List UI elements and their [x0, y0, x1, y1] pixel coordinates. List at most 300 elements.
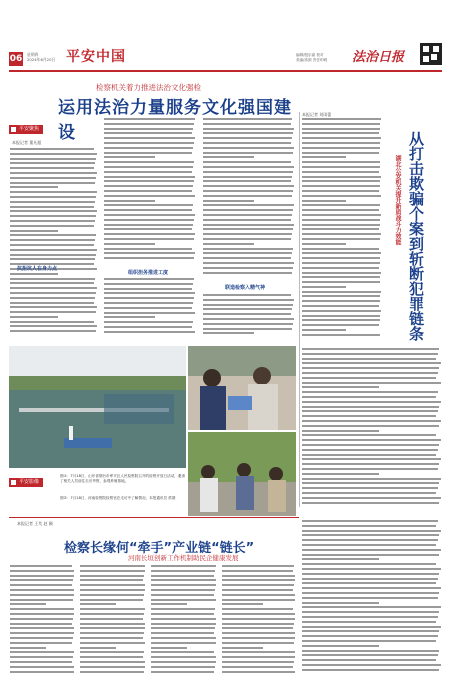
- text-line: [302, 502, 439, 504]
- text-line: [80, 651, 144, 653]
- text-line: [302, 180, 380, 182]
- text-line: [80, 608, 145, 610]
- text-line: [151, 579, 216, 581]
- text-line: [203, 180, 291, 182]
- text-line: [302, 358, 436, 360]
- text-line: [151, 666, 215, 668]
- text-line: [80, 565, 145, 567]
- text-line: [222, 565, 294, 567]
- text-line: [302, 549, 441, 551]
- text-line: [203, 248, 293, 250]
- text-line: [10, 225, 94, 227]
- text-line: [222, 594, 295, 596]
- text-line: [104, 243, 155, 245]
- text-line: [104, 233, 195, 235]
- text-line: [302, 650, 439, 652]
- text-line: [302, 640, 436, 642]
- text-line: [302, 329, 346, 331]
- text-line: [302, 147, 380, 149]
- text-line: [80, 666, 145, 668]
- text-line: [10, 167, 94, 169]
- editor-credits: 编辑/殷乐嘉 校对 美编/高源 责任印刷: [296, 53, 328, 62]
- text-line: [302, 228, 379, 230]
- text-line: [151, 584, 216, 586]
- text-line: [302, 310, 381, 312]
- text-line: [80, 642, 145, 644]
- side-subheadline: 湖北公安机关提升新质战斗力效能: [394, 155, 401, 245]
- subhead-2: 组织担务推进工度: [128, 270, 169, 276]
- text-line: [151, 613, 214, 615]
- text-line: [10, 666, 74, 668]
- text-line: [302, 621, 436, 623]
- text-line: [302, 444, 439, 446]
- text-line: [302, 252, 381, 254]
- text-line: [10, 230, 58, 232]
- side-headline: 从打击欺骗个案到斩断犯罪链条: [407, 131, 425, 341]
- text-line: [302, 478, 441, 480]
- text-line: [302, 582, 436, 584]
- text-line: [222, 632, 295, 634]
- text-line: [104, 166, 193, 168]
- text-line: [302, 659, 436, 661]
- text-line: [302, 132, 379, 134]
- masthead-logo: 法治日报: [352, 50, 405, 65]
- second-byline: 本报记者 王芃 赵 颖: [17, 521, 53, 526]
- text-line: [302, 664, 441, 666]
- side-body: [302, 348, 442, 508]
- text-line: [80, 647, 116, 649]
- text-line: [10, 244, 94, 246]
- text-line: [203, 304, 293, 306]
- text-line: [151, 589, 215, 591]
- text-line: [10, 196, 96, 198]
- text-line: [104, 219, 194, 221]
- text-line: [203, 214, 292, 216]
- text-line: [104, 283, 193, 285]
- text-line: [10, 565, 72, 567]
- text-line: [80, 570, 145, 572]
- text-line: [10, 297, 95, 299]
- text-line: [104, 278, 194, 280]
- text-line: [302, 128, 380, 130]
- text-line: [104, 142, 194, 144]
- text-line: [203, 272, 292, 274]
- text-line: [222, 637, 295, 639]
- text-line: [302, 645, 379, 647]
- text-line: [302, 497, 441, 499]
- text-line: [302, 430, 379, 432]
- text-line: [302, 669, 439, 671]
- text-line: [302, 563, 436, 565]
- text-line: [203, 238, 291, 240]
- text-line: [302, 554, 439, 556]
- text-line: [80, 637, 143, 639]
- text-line: [302, 348, 439, 350]
- text-line: [104, 326, 192, 328]
- text-line: [302, 434, 436, 436]
- text-line: [104, 292, 195, 294]
- text-line: [104, 180, 194, 182]
- text-line: [10, 287, 97, 289]
- text-line: [302, 185, 380, 187]
- lead-headline: 运用法治力量服务文化强国建设: [58, 98, 292, 143]
- text-line: [302, 425, 439, 427]
- text-line: [222, 661, 294, 663]
- text-line: [302, 382, 441, 384]
- photo-fish-farm: [9, 346, 186, 468]
- text-line: [10, 258, 95, 260]
- text-line: [10, 656, 73, 658]
- lead-body-col-3b: [203, 294, 295, 339]
- text-line: [203, 200, 254, 202]
- text-line: [151, 656, 216, 658]
- text-line: [10, 153, 97, 155]
- text-line: [10, 599, 73, 601]
- text-line: [302, 377, 436, 379]
- text-line: [302, 616, 438, 618]
- text-line: [10, 311, 96, 313]
- text-line: [203, 209, 293, 211]
- photo-caption-right: 图②：7月18日，河南检察院检察官在走访中了解情况。本报通讯员 供图: [60, 496, 176, 500]
- text-line: [10, 575, 74, 577]
- text-line: [203, 294, 291, 296]
- text-line: [302, 396, 436, 398]
- text-line: [10, 594, 74, 596]
- text-line: [222, 613, 295, 615]
- lead-body-col-2b: [104, 278, 196, 338]
- section-title: 平安中国: [66, 49, 126, 65]
- text-line: [80, 579, 143, 581]
- text-line: [10, 330, 96, 332]
- text-line: [151, 627, 215, 629]
- text-line: [302, 300, 380, 302]
- page-number: 06: [9, 54, 23, 64]
- text-line: [302, 520, 438, 522]
- text-line: [10, 234, 96, 236]
- text-line: [151, 594, 214, 596]
- text-line: [222, 623, 294, 625]
- text-line: [302, 367, 439, 369]
- text-line: [104, 214, 195, 216]
- page-header: [0, 0, 450, 76]
- second-subheadline: 河南长垣创新工作机制助民企健康发展: [128, 554, 239, 562]
- text-line: [10, 201, 95, 203]
- text-line: [151, 637, 216, 639]
- text-line: [10, 321, 94, 323]
- text-line: [10, 292, 96, 294]
- page-date: [27, 52, 55, 62]
- text-line: [104, 316, 155, 318]
- text-line: [203, 118, 292, 120]
- text-line: [151, 632, 214, 634]
- text-line: [80, 575, 144, 577]
- text-line: [302, 578, 438, 580]
- text-line: [10, 632, 74, 634]
- second-body-col-1: [10, 565, 75, 677]
- text-line: [10, 182, 95, 184]
- text-line: [302, 195, 381, 197]
- second-body-col-4: [222, 565, 296, 677]
- text-line: [302, 243, 346, 245]
- text-line: [80, 594, 144, 596]
- text-line: [10, 627, 74, 629]
- text-line: [104, 224, 193, 226]
- text-line: [302, 534, 439, 536]
- text-line: [104, 204, 193, 206]
- text-line: [222, 656, 295, 658]
- text-line: [104, 248, 192, 250]
- text-line: [80, 584, 145, 586]
- text-line: [302, 530, 441, 532]
- text-line: [104, 152, 192, 154]
- text-line: [10, 158, 96, 160]
- text-line: [302, 295, 380, 297]
- text-line: [151, 603, 187, 605]
- text-line: [302, 630, 439, 632]
- text-line: [10, 316, 58, 318]
- text-line: [203, 233, 292, 235]
- text-line: [302, 142, 380, 144]
- text-line: [104, 238, 194, 240]
- text-line: [203, 142, 291, 144]
- text-line: [104, 156, 155, 158]
- text-line: [10, 206, 94, 208]
- text-line: [151, 570, 215, 572]
- section-tag: 平安聚焦: [9, 125, 43, 134]
- text-line: [80, 613, 144, 615]
- text-line: [222, 603, 263, 605]
- text-line: [10, 220, 95, 222]
- text-line: [302, 200, 346, 202]
- text-line: [151, 575, 214, 577]
- text-line: [302, 654, 438, 656]
- text-line: [302, 156, 346, 158]
- text-line: [222, 666, 293, 668]
- header-rule: [9, 70, 442, 72]
- text-line: [104, 312, 195, 314]
- text-line: [10, 278, 95, 280]
- photo-prosecutors-visit: [188, 346, 296, 430]
- text-line: [10, 249, 97, 251]
- text-line: [10, 215, 96, 217]
- subhead-3: 联造检察入精气神: [225, 285, 266, 291]
- text-line: [10, 162, 95, 164]
- text-line: [302, 276, 380, 278]
- text-line: [80, 661, 145, 663]
- text-line: [104, 147, 193, 149]
- text-line: [302, 224, 380, 226]
- text-line: [10, 651, 74, 653]
- text-line: [302, 291, 381, 293]
- text-line: [302, 587, 441, 589]
- text-line: [151, 565, 216, 567]
- text-line: [302, 415, 436, 417]
- text-line: [302, 286, 346, 288]
- text-line: [302, 372, 438, 374]
- text-line: [10, 186, 58, 188]
- text-line: [203, 176, 292, 178]
- text-line: [302, 334, 380, 336]
- text-line: [222, 589, 293, 591]
- text-line: [10, 239, 95, 241]
- text-line: [104, 252, 195, 254]
- text-line: [104, 176, 195, 178]
- text-line: [302, 262, 380, 264]
- text-line: [203, 123, 291, 125]
- text-line: [302, 492, 436, 494]
- text-line: [302, 635, 438, 637]
- text-line: [203, 332, 254, 334]
- text-line: [203, 128, 294, 130]
- text-line: [302, 597, 438, 599]
- text-line: [302, 219, 380, 221]
- text-line: [203, 267, 293, 269]
- text-line: [302, 204, 380, 206]
- text-line: [104, 190, 192, 192]
- text-line: [302, 573, 439, 575]
- text-line: [203, 323, 293, 325]
- weekday: 星期四: [27, 52, 39, 57]
- lead-body-col-4: [302, 118, 382, 343]
- text-line: [151, 623, 216, 625]
- photo-caption-left: 图①：7月18日，山东省烟台市牟平区人民检察院召开的检察开放日活动，邀请了相关人员前往走访考察，参观养殖基地。: [60, 474, 186, 483]
- text-line: [80, 589, 145, 591]
- text-line: [203, 161, 291, 163]
- text-line: [10, 177, 96, 179]
- text-line: [104, 302, 193, 304]
- text-line: [104, 297, 194, 299]
- text-line: [302, 171, 379, 173]
- text-line: [302, 214, 381, 216]
- text-line: [222, 599, 295, 601]
- text-line: [302, 267, 379, 269]
- second-headline: 检察长缘何“牵手”产业链“链长”: [64, 541, 255, 556]
- text-line: [104, 118, 195, 120]
- text-line: [203, 171, 293, 173]
- text-line: [203, 137, 292, 139]
- text-line: [302, 209, 379, 211]
- qr-code-icon: [420, 43, 442, 65]
- text-line: [10, 613, 74, 615]
- photo-section-tag: 平安影像: [9, 478, 43, 487]
- text-line: [302, 458, 441, 460]
- text-line: [302, 449, 438, 451]
- text-line: [203, 204, 294, 206]
- lead-body-col-3: [203, 118, 295, 278]
- text-line: [10, 254, 96, 256]
- text-line: [302, 305, 379, 307]
- photo-officers-outdoor: [188, 432, 296, 516]
- text-line: [203, 313, 291, 315]
- text-line: [10, 589, 74, 591]
- text-line: [151, 599, 216, 601]
- text-line: [10, 191, 97, 193]
- text-line: [302, 401, 441, 403]
- text-line: [104, 128, 193, 130]
- text-line: [203, 257, 291, 259]
- text-line: [203, 185, 294, 187]
- text-line: [302, 611, 439, 613]
- text-line: [222, 651, 295, 653]
- text-line: [10, 642, 72, 644]
- text-line: [302, 353, 438, 355]
- text-line: [302, 539, 438, 541]
- text-line: [302, 118, 381, 120]
- text-line: [222, 575, 295, 577]
- text-line: [302, 248, 379, 250]
- text-line: [10, 608, 74, 610]
- text-line: [203, 190, 293, 192]
- text-line: [10, 647, 46, 649]
- text-line: [80, 671, 144, 673]
- text-line: [302, 166, 380, 168]
- text-line: [104, 200, 155, 202]
- text-line: [104, 209, 192, 211]
- text-line: [302, 525, 436, 527]
- text-line: [104, 137, 195, 139]
- text-line: [302, 463, 439, 465]
- text-line: [104, 257, 194, 259]
- text-line: [302, 406, 439, 408]
- text-line: [10, 306, 97, 308]
- text-line: [10, 671, 74, 673]
- date: 2024年6月20日: [27, 57, 56, 62]
- text-line: [151, 618, 216, 620]
- text-line: [10, 637, 73, 639]
- text-line: [302, 439, 441, 441]
- text-line: [222, 584, 294, 586]
- text-line: [104, 161, 194, 163]
- text-line: [302, 272, 381, 274]
- text-line: [302, 482, 439, 484]
- text-line: [222, 642, 294, 644]
- text-line: [104, 185, 193, 187]
- text-line: [302, 161, 380, 163]
- second-body-col-2: [80, 565, 146, 677]
- text-line: [80, 632, 144, 634]
- text-line: [203, 299, 294, 301]
- text-line: [80, 618, 143, 620]
- text-line: [80, 623, 145, 625]
- text-line: [302, 190, 379, 192]
- text-line: [222, 570, 293, 572]
- text-line: [151, 671, 214, 673]
- text-line: [203, 166, 294, 168]
- lead-kicker: 检察机关着力推进法治文化强检: [96, 83, 201, 92]
- text-line: [302, 487, 438, 489]
- text-line: [10, 172, 97, 174]
- text-line: [203, 328, 292, 330]
- text-line: [222, 608, 293, 610]
- text-line: [302, 152, 379, 154]
- text-line: [104, 132, 192, 134]
- text-line: [104, 307, 192, 309]
- text-line: [10, 570, 74, 572]
- text-line: [302, 315, 380, 317]
- text-line: [302, 473, 379, 475]
- lead-body-col-1: [10, 148, 98, 338]
- text-line: [302, 558, 379, 560]
- text-line: [302, 123, 380, 125]
- text-line: [203, 219, 291, 221]
- text-line: [104, 288, 192, 290]
- text-line: [302, 281, 380, 283]
- text-line: [151, 608, 215, 610]
- column-divider: [299, 112, 300, 507]
- text-line: [203, 318, 294, 320]
- text-line: [302, 324, 379, 326]
- second-body-col-3: [151, 565, 217, 677]
